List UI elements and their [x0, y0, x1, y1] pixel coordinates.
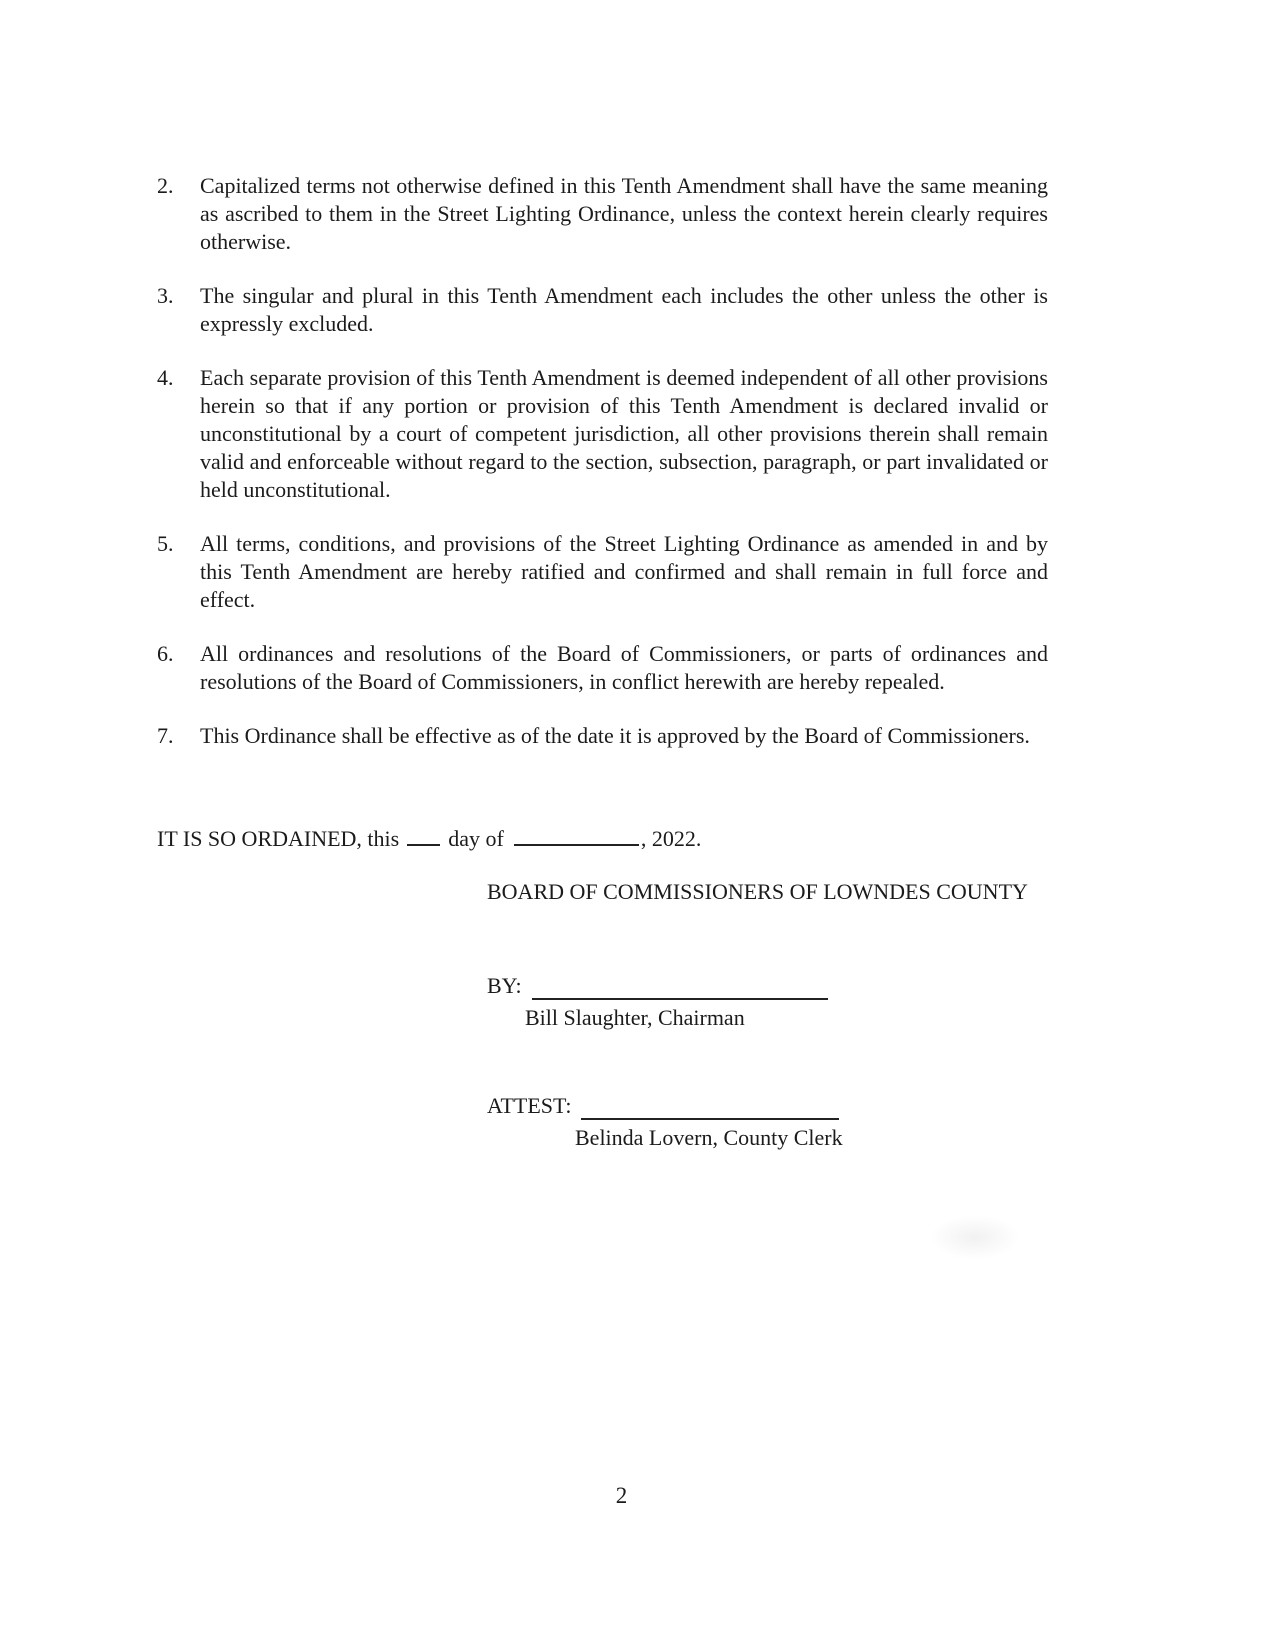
item-number: 5. [157, 531, 174, 556]
attest-signature-section [487, 1092, 1048, 1152]
by-signature-row [487, 972, 1048, 1000]
item-text: All ordinances and resolutions of the Board of Commissioners, or parts of ordinances and resolutions of the Board of Commissioners, in conflict herewith are hereby repealed. [200, 641, 1048, 694]
list-item [157, 172, 1048, 256]
list-item [157, 364, 1048, 504]
ordained-prefix: IT IS SO ORDAINED, this [157, 826, 400, 851]
item-text: Capitalized terms not otherwise defined in this Tenth Amendment shall have the same meaning as ascribed to them in the Street Lighting Ordinance, unless the context herein clearly requires otherwise. [200, 173, 1048, 254]
signature-block [487, 878, 1048, 1152]
item-number: 3. [157, 283, 174, 308]
attest-signer-name: Belinda Lovern, County Clerk [575, 1125, 843, 1150]
item-number: 7. [157, 723, 174, 748]
by-signature-line [532, 974, 828, 1000]
by-signer-name: Bill Slaughter, Chairman [525, 1005, 745, 1030]
list-item [157, 640, 1048, 696]
document-body [157, 172, 1048, 1152]
ordained-suffix: , 2022. [640, 826, 702, 851]
attest-label: ATTEST: [487, 1093, 572, 1118]
ordained-middle: day of [448, 826, 504, 851]
board-name-heading: BOARD OF COMMISSIONERS OF LOWNDES COUNTY [487, 879, 1028, 904]
attest-signature-line [581, 1094, 839, 1120]
page-number: 2 [615, 1483, 628, 1508]
item-text: The singular and plural in this Tenth Amendment each includes the other unless the other is expressly excluded. [200, 283, 1048, 336]
attest-signature-row [487, 1092, 1048, 1120]
ordained-line [157, 825, 1048, 853]
item-text: This Ordinance shall be effective as of the date it is approved by the Board of Commissioners. [200, 723, 1030, 748]
item-text: All terms, conditions, and provisions of the Street Lighting Ordinance as amended in and by this Tenth Amendment are hereby ratified and confirmed and shall remain in full force and effect. [200, 531, 1048, 612]
item-text: Each separate provision of this Tenth Amendment is deemed independent of all other provisions herein so that if any portion or provision of this Tenth Amendment is declared invalid or unconstitutional by a court of competent jurisdiction, all other provisions therein shall remain valid and enforceable without regard to the section, subsection, paragraph, or part invalidated or held unconstitutional. [200, 365, 1048, 502]
month-blank-line [514, 826, 639, 846]
item-number: 4. [157, 365, 174, 390]
scan-artifact [930, 1215, 1020, 1260]
ordinance-numbered-list [157, 172, 1048, 750]
list-item [157, 282, 1048, 338]
item-number: 6. [157, 641, 174, 666]
by-label: BY: [487, 973, 522, 998]
list-item [157, 722, 1048, 750]
day-blank-line [407, 826, 440, 846]
by-signature-section [487, 972, 1048, 1032]
item-number: 2. [157, 173, 174, 198]
list-item [157, 530, 1048, 614]
